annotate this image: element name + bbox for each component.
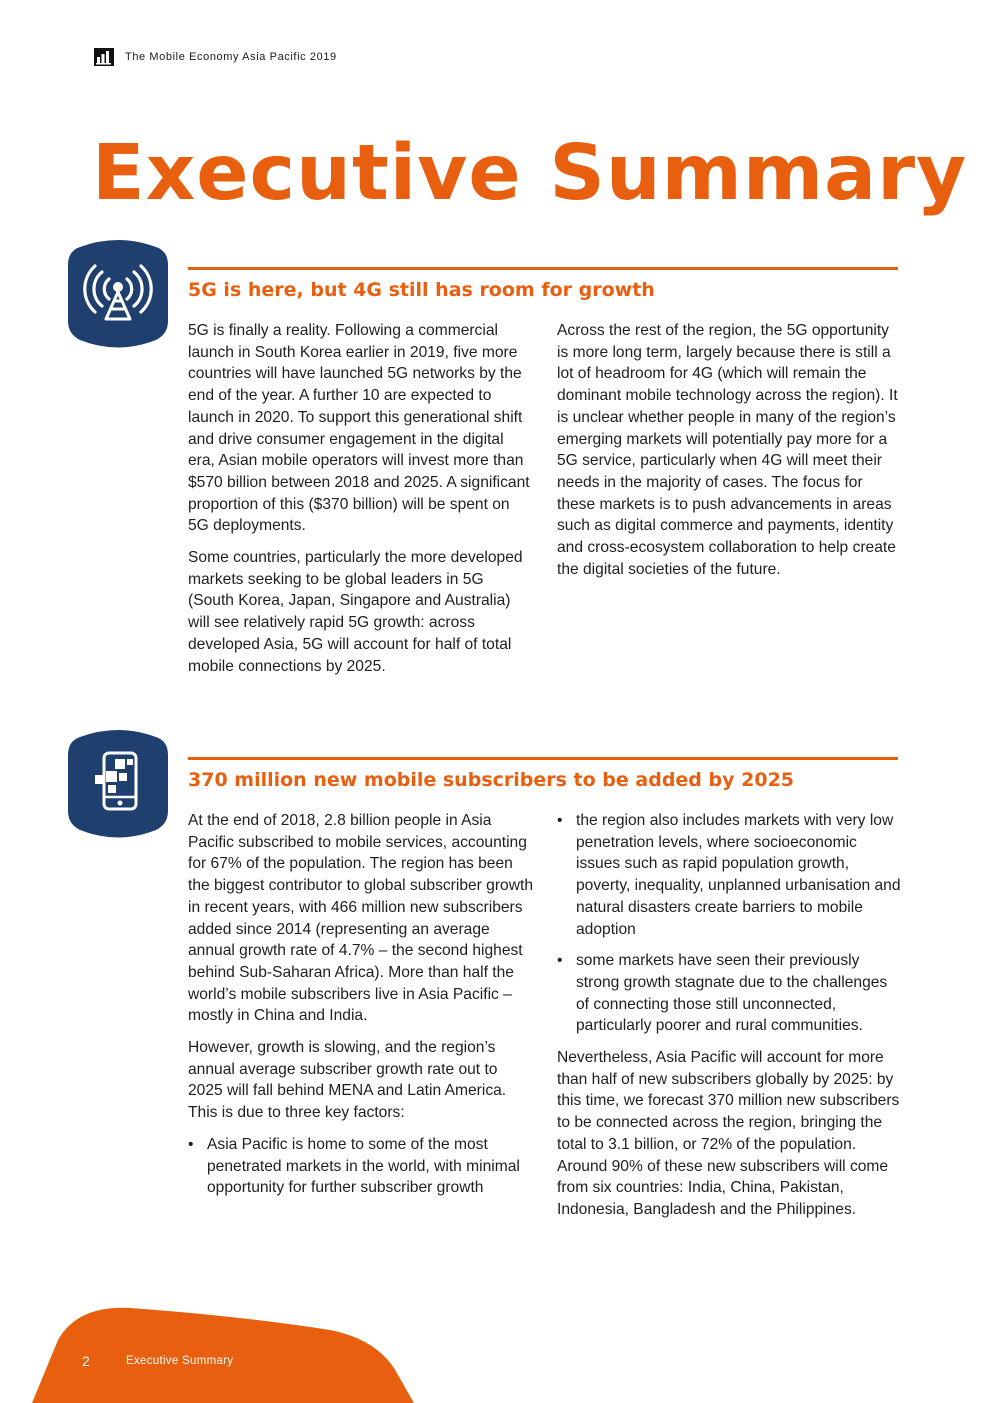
list-item: • Asia Pacific is home to some of the most penetrated markets in the world, with minimal opportunity for further subscriber growth <box>188 1134 533 1199</box>
page-number: 2 <box>82 1353 90 1369</box>
list-item: • some markets have seen their previously strong growth stagnate due to the challenges of connecting those still unconnected, particularly poorer and rural communities. <box>557 950 902 1037</box>
paragraph: Nevertheless, Asia Pacific will account for more than half of new subscribers globally by 2025: by this time, we forecast 370 million new subscribers to be connected across the region, bringing the total to 3.1 billion, or 72% of the population. Around 90% of these new subscribers will come from six countries: India, China, Pakistan, Indonesia, Bangladesh and the Philippines. <box>557 1049 900 1218</box>
section-2-title: 370 million new mobile subscribers to be added by 2025 <box>188 769 795 791</box>
antenna-icon <box>68 239 168 349</box>
section-1-title: 5G is here, but 4G still has room for growth <box>188 279 655 301</box>
section-1-divider <box>188 267 898 270</box>
document-title: The Mobile Economy Asia Pacific 2019 <box>125 51 337 63</box>
section-2-right-column <box>557 810 902 1231</box>
section-2-divider <box>188 757 898 760</box>
section-2-left-column <box>188 810 533 1209</box>
bullet-list <box>188 1134 533 1199</box>
paragraph: Some countries, particularly the more developed markets seeking to be global leaders in 5G (South Korea, Japan, Singapore and Australia) will see relatively rapid 5G growth: across developed Asia, 5G will account for half of total mobile connections by 2025. <box>188 549 523 675</box>
paragraph: At the end of 2018, 2.8 billion people in Asia Pacific subscribed to mobile services, accounting for 67% of the population. The region has been the biggest contributor to global subscriber growth in recent years, with 466 million new subscribers added since 2014 (representing an average annual growth rate of 4.7% – the second highest behind Sub-Saharan Africa). More than half the world’s mobile subscribers live in Asia Pacific – mostly in China and India. <box>188 812 533 1025</box>
footer-decoration <box>0 1300 420 1403</box>
section-1-badge <box>68 239 168 349</box>
paragraph: However, growth is slowing, and the region’s annual average subscriber growth rate out to 2025 will fall behind MENA and Latin America. This is due to three key factors: <box>188 1039 507 1122</box>
section-1-right-column <box>557 320 902 590</box>
paragraph: Across the rest of the region, the 5G opportunity is more long term, largely because there is still a lot of headroom for 4G (which will remain the dominant mobile technology across the region). It is unclear whether people in many of the region’s emerging markets will potentially pay more for a 5G service, particularly when 4G will meet their needs in the majority of cases. The focus for these markets is to push advancements in areas such as digital commerce and payments, identity and cross-ecosystem collaboration to help create the digital societies of the future. <box>557 322 898 578</box>
page-header <box>94 47 337 67</box>
section-2-badge <box>68 729 168 839</box>
paragraph: 5G is finally a reality. Following a commercial launch in South Korea earlier in 2019, five more countries will have launched 5G networks by the end of the year. A further 10 are expected to launch in 2020. To support this generational shift and drive consumer engagement in the digital era, Asian mobile operators will invest more than $570 billion between 2018 and 2025. A significant proportion of this ($370 billion) will be spent on 5G deployments. <box>188 322 530 535</box>
smartphone-apps-icon <box>68 729 168 839</box>
gsma-logo-icon <box>94 48 114 66</box>
page-title: Executive Summary <box>92 129 968 218</box>
section-1-left-column <box>188 320 533 687</box>
footer-section-label: Executive Summary <box>126 1355 234 1367</box>
list-item: • the region also includes markets with very low penetration levels, where socioeconomic issues such as rapid population growth, poverty, inequality, unplanned urbanisation and natural disasters create barriers to mobile adoption <box>557 810 902 940</box>
bullet-list <box>557 810 902 1037</box>
